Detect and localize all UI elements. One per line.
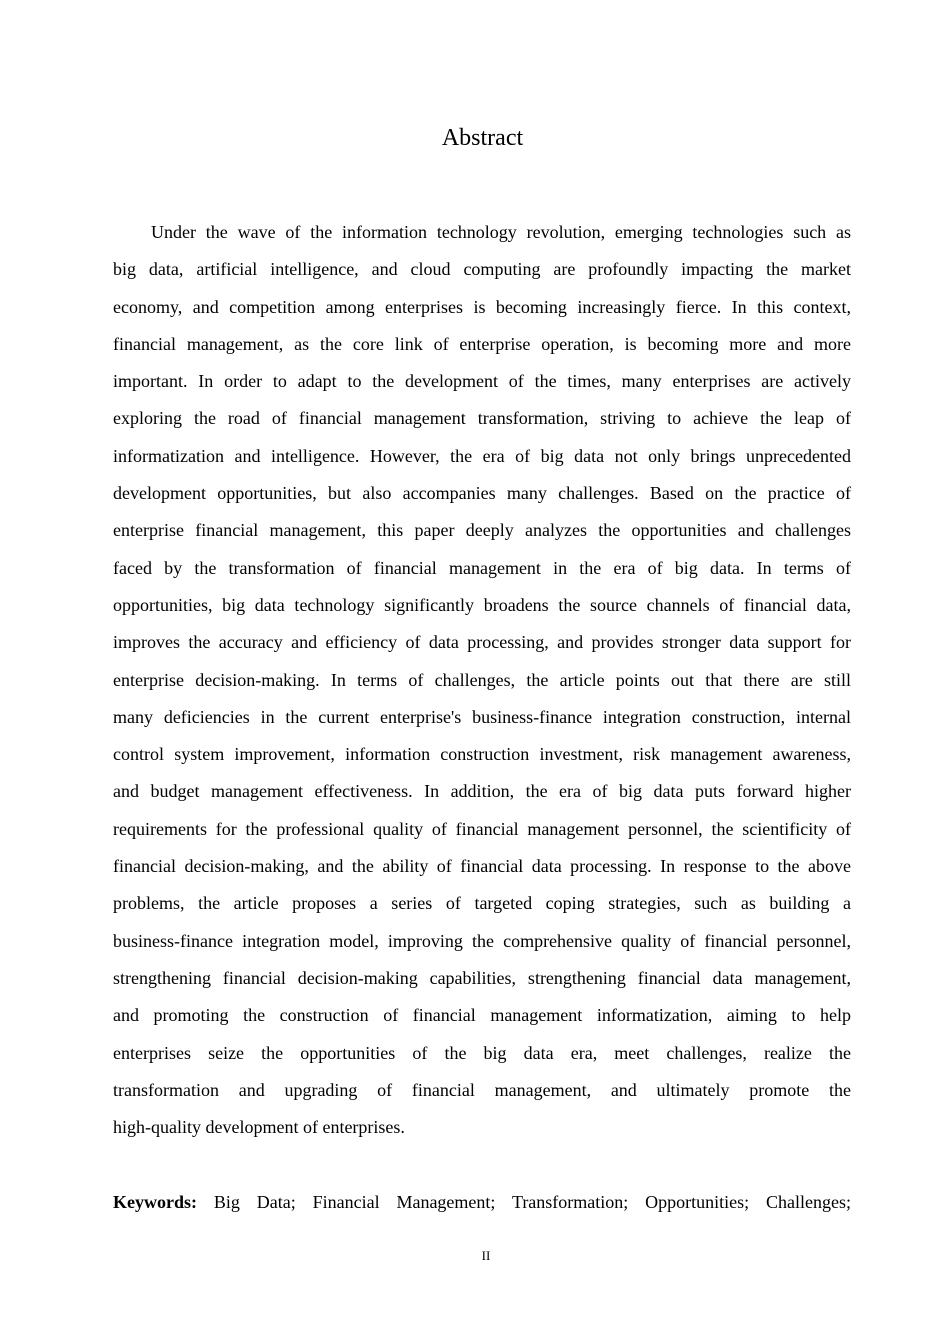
keywords-line — [113, 1184, 851, 1221]
paragraph-line: strengthening financial decision-making capabilities, strengthening financial data management, — [113, 967, 851, 988]
paragraph-line: faced by the transformation of financial management in the era of big data. In terms of — [113, 557, 851, 578]
paragraph-line: and promoting the construction of financial management informatization, aiming to help — [113, 1005, 851, 1026]
paragraph-line: financial decision-making, and the ability of financial data processing. In response to the above — [113, 856, 851, 877]
paragraph-line: and budget management effectiveness. In addition, the era of big data puts forward higher — [113, 781, 851, 802]
paragraph-line: financial management, as the core link of enterprise operation, is becoming more and more — [113, 333, 851, 354]
page-number: II — [481, 1248, 491, 1263]
paragraph-line: informatization and intelligence. However, the era of big data not only brings unprecedented — [113, 445, 851, 466]
paragraph-line: control system improvement, information construction investment, risk management awareness, — [113, 744, 851, 765]
paragraph-line: enterprises seize the opportunities of the big data era, meet challenges, realize the — [113, 1042, 851, 1063]
paragraph-line: enterprise decision-making. In terms of challenges, the article points out that there are still — [113, 669, 851, 690]
paragraph-line: enterprise financial management, this paper deeply analyzes the opportunities and challenges — [113, 520, 851, 541]
paragraph-line: high-quality development of enterprises. — [113, 1117, 405, 1138]
keywords-label: Keywords: — [113, 1192, 197, 1212]
paragraph-line: problems, the article proposes a series of targeted coping strategies, such as building a — [113, 893, 851, 914]
paragraph-line: business-finance integration model, improving the comprehensive quality of financial personnel, — [113, 930, 851, 951]
paragraph-line: important. In order to adapt to the development of the times, many enterprises are actively — [113, 371, 851, 392]
paragraph-line: economy, and competition among enterprises is becoming increasingly fierce. In this context, — [113, 296, 851, 317]
paragraph-line: big data, artificial intelligence, and cloud computing are profoundly impacting the market — [113, 259, 851, 280]
paragraph-line: requirements for the professional quality of financial management personnel, the scientificity of — [113, 818, 851, 839]
paragraph-line: improves the accuracy and efficiency of data processing, and provides stronger data support for — [113, 632, 851, 653]
paragraph-line: development opportunities, but also accompanies many challenges. Based on the practice of — [113, 483, 851, 504]
paragraph-line: transformation and upgrading of financial management, and ultimately promote the — [113, 1079, 851, 1100]
abstract-paragraph — [113, 214, 851, 1146]
paragraph-line: Under the wave of the information technology revolution, emerging technologies such as — [151, 222, 851, 242]
abstract-title: Abstract — [441, 125, 524, 151]
paragraph-line: exploring the road of financial management transformation, striving to achieve the leap of — [113, 408, 851, 429]
paragraph-line: opportunities, big data technology significantly broadens the source channels of financial data, — [113, 594, 851, 615]
paragraph-line: many deficiencies in the current enterprise's business-finance integration construction, internal — [113, 706, 851, 727]
keywords-text: Big Data; Financial Management; Transformation; Opportunities; Challenges; — [213, 1192, 851, 1212]
